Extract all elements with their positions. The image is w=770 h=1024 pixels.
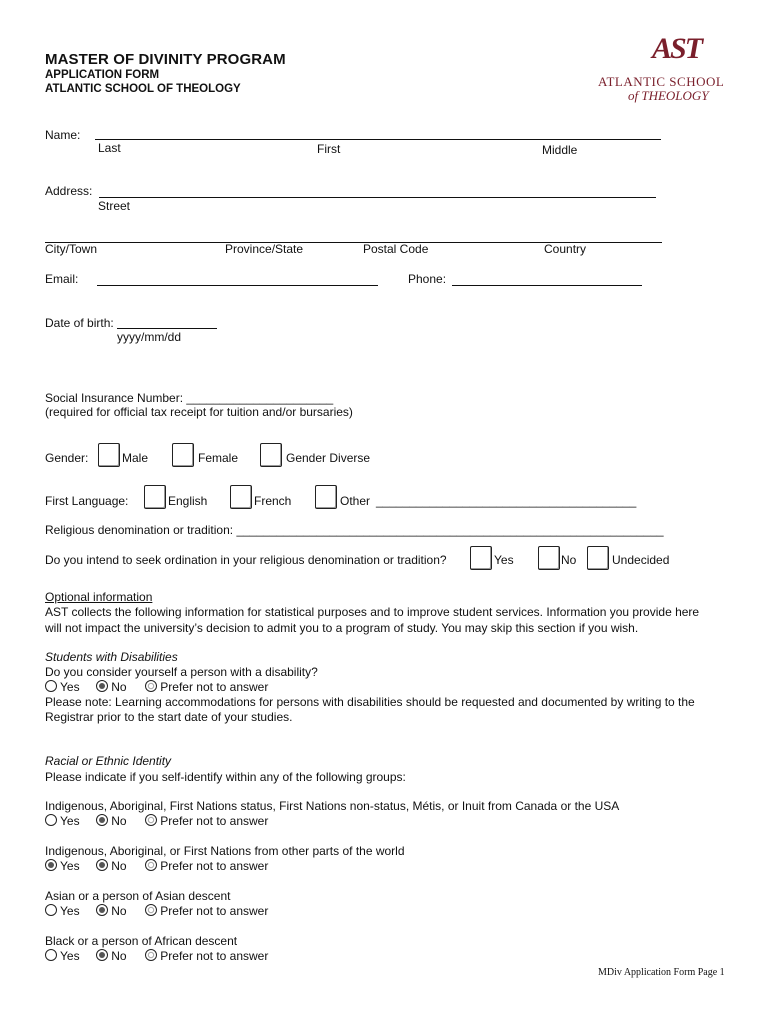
sin-label[interactable]: Social Insurance Number: ______________________: [45, 391, 334, 405]
disability-yes-label: Yes: [60, 680, 80, 694]
gender-female-label: Female: [198, 451, 239, 465]
group4-no-radio[interactable]: [96, 949, 108, 961]
racial-group-2-label: Indigenous, Aboriginal, or First Nations from other parts of the world: [45, 844, 405, 858]
ast-logo: [596, 32, 725, 106]
optional-heading: Optional information: [45, 590, 153, 604]
group4-prefer-radio[interactable]: [145, 949, 157, 961]
email-label: Email:: [45, 272, 79, 286]
disabilities-note-2: Registrar prior to the start date of your studies.: [45, 710, 293, 724]
phone-label: Phone:: [408, 272, 447, 286]
group2-prefer-radio[interactable]: [145, 859, 157, 871]
group3-no-label: No: [111, 904, 127, 918]
street-field[interactable]: [99, 197, 656, 198]
ordination-undecided-label: Undecided: [612, 553, 670, 567]
optional-para-1: AST collects the following information for statistical purposes and to improve student services. Information you provide here: [45, 605, 700, 619]
group2-yes-label: Yes: [60, 859, 80, 873]
group4-yes-label: Yes: [60, 949, 80, 963]
address-label: Address:: [45, 184, 93, 198]
ordination-yes-label: Yes: [494, 553, 514, 567]
ordination-undecided-checkbox[interactable]: [587, 546, 609, 570]
disability-yes-radio[interactable]: [45, 680, 57, 692]
racial-group-3-options: [45, 904, 268, 918]
religion-field[interactable]: Religious denomination or tradition: ________________________________________________________________: [45, 523, 664, 537]
group2-no-label: No: [111, 859, 127, 873]
group3-yes-label: Yes: [60, 904, 80, 918]
gender-male-label: Male: [122, 451, 149, 465]
phone-field[interactable]: [452, 285, 642, 286]
group1-prefer-label: Prefer not to answer: [160, 814, 269, 828]
disability-no-radio[interactable]: [96, 680, 108, 692]
group2-prefer-label: Prefer not to answer: [160, 859, 269, 873]
group4-yes-radio[interactable]: [45, 949, 57, 961]
dob-field[interactable]: [117, 328, 217, 329]
gender-male-checkbox[interactable]: [98, 443, 120, 467]
gender-diverse-label: Gender Diverse: [286, 451, 371, 465]
name-last-caption: Last: [98, 141, 121, 155]
group3-prefer-radio[interactable]: [145, 904, 157, 916]
group4-prefer-label: Prefer not to answer: [160, 949, 269, 963]
gender-label: Gender:: [45, 451, 89, 465]
group1-prefer-radio[interactable]: [145, 814, 157, 826]
language-other-field[interactable]: _______________________________________: [376, 494, 637, 508]
group2-yes-radio[interactable]: [45, 859, 57, 871]
group3-prefer-label: Prefer not to answer: [160, 904, 269, 918]
province-caption: Province/State: [225, 242, 304, 256]
disability-no-label: No: [111, 680, 127, 694]
form-subtitle: APPLICATION FORM: [45, 69, 160, 81]
city-caption: City/Town: [45, 242, 98, 256]
racial-group-1-options: [45, 814, 268, 828]
group1-no-label: No: [111, 814, 127, 828]
email-field[interactable]: [97, 285, 378, 286]
ordination-no-checkbox[interactable]: [538, 546, 560, 570]
sin-note: (required for official tax receipt for tuition and/or bursaries): [45, 405, 353, 419]
language-french-checkbox[interactable]: [230, 485, 252, 509]
ordination-question: Do you intend to seek ordination in your religious denomination or tradition?: [45, 553, 447, 567]
racial-intro: Please indicate if you self-identify within any of the following groups:: [45, 770, 406, 784]
group1-no-radio[interactable]: [96, 814, 108, 826]
name-label: Name:: [45, 128, 81, 142]
disabilities-question: Do you consider yourself a person with a disability?: [45, 665, 318, 679]
street-caption: Street: [98, 199, 131, 213]
name-first-caption: First: [317, 142, 341, 156]
disabilities-note-1: Please note: Learning accommodations for persons with disabilities should be requested and documented by writing to the: [45, 695, 695, 709]
optional-para-2: will not impact the university’s decision to admit you to a program of study. You may skip this section if you wish.: [45, 621, 639, 635]
racial-group-3-label: Asian or a person of Asian descent: [45, 889, 231, 903]
dob-label: Date of birth:: [45, 316, 114, 330]
language-english-checkbox[interactable]: [144, 485, 166, 509]
group3-yes-radio[interactable]: [45, 904, 57, 916]
group3-no-radio[interactable]: [96, 904, 108, 916]
gender-diverse-checkbox[interactable]: [260, 443, 282, 467]
form-title: MASTER OF DIVINITY PROGRAM: [45, 51, 286, 68]
school-name: ATLANTIC SCHOOL OF THEOLOGY: [45, 83, 241, 95]
country-caption: Country: [544, 242, 587, 256]
page-footer: MDiv Application Form Page 1: [598, 967, 725, 978]
group1-yes-label: Yes: [60, 814, 80, 828]
disabilities-heading: Students with Disabilities: [45, 650, 178, 664]
language-french-label: French: [254, 494, 292, 508]
postal-caption: Postal Code: [363, 242, 429, 256]
name-field[interactable]: [95, 139, 661, 140]
disability-prefer-label: Prefer not to answer: [160, 680, 269, 694]
ordination-yes-checkbox[interactable]: [470, 546, 492, 570]
logo-line1: ATLANTIC SCHOOL: [598, 74, 725, 89]
racial-group-1-label: Indigenous, Aboriginal, First Nations status, First Nations non-status, Métis, or Inuit from Canada or the USA: [45, 799, 620, 813]
racial-group-2-options: [45, 859, 268, 873]
racial-heading: Racial or Ethnic Identity: [45, 754, 172, 768]
ordination-no-label: No: [561, 553, 577, 567]
name-middle-caption: Middle: [542, 143, 578, 157]
language-other-checkbox[interactable]: [315, 485, 337, 509]
language-other-label: Other: [340, 494, 371, 508]
racial-group-4-label: Black or a person of African descent: [45, 934, 238, 948]
racial-group-4-options: [45, 949, 268, 963]
dob-format: yyyy/mm/dd: [117, 330, 182, 344]
group4-no-label: No: [111, 949, 127, 963]
logo-line2: of THEOLOGY: [628, 88, 709, 103]
gender-female-checkbox[interactable]: [172, 443, 194, 467]
group1-yes-radio[interactable]: [45, 814, 57, 826]
disabilities-options: [45, 680, 268, 694]
language-label: First Language:: [45, 494, 129, 508]
language-english-label: English: [168, 494, 208, 508]
logo-monogram: AST: [652, 32, 702, 65]
disability-prefer-radio[interactable]: [145, 680, 157, 692]
group2-no-radio[interactable]: [96, 859, 108, 871]
